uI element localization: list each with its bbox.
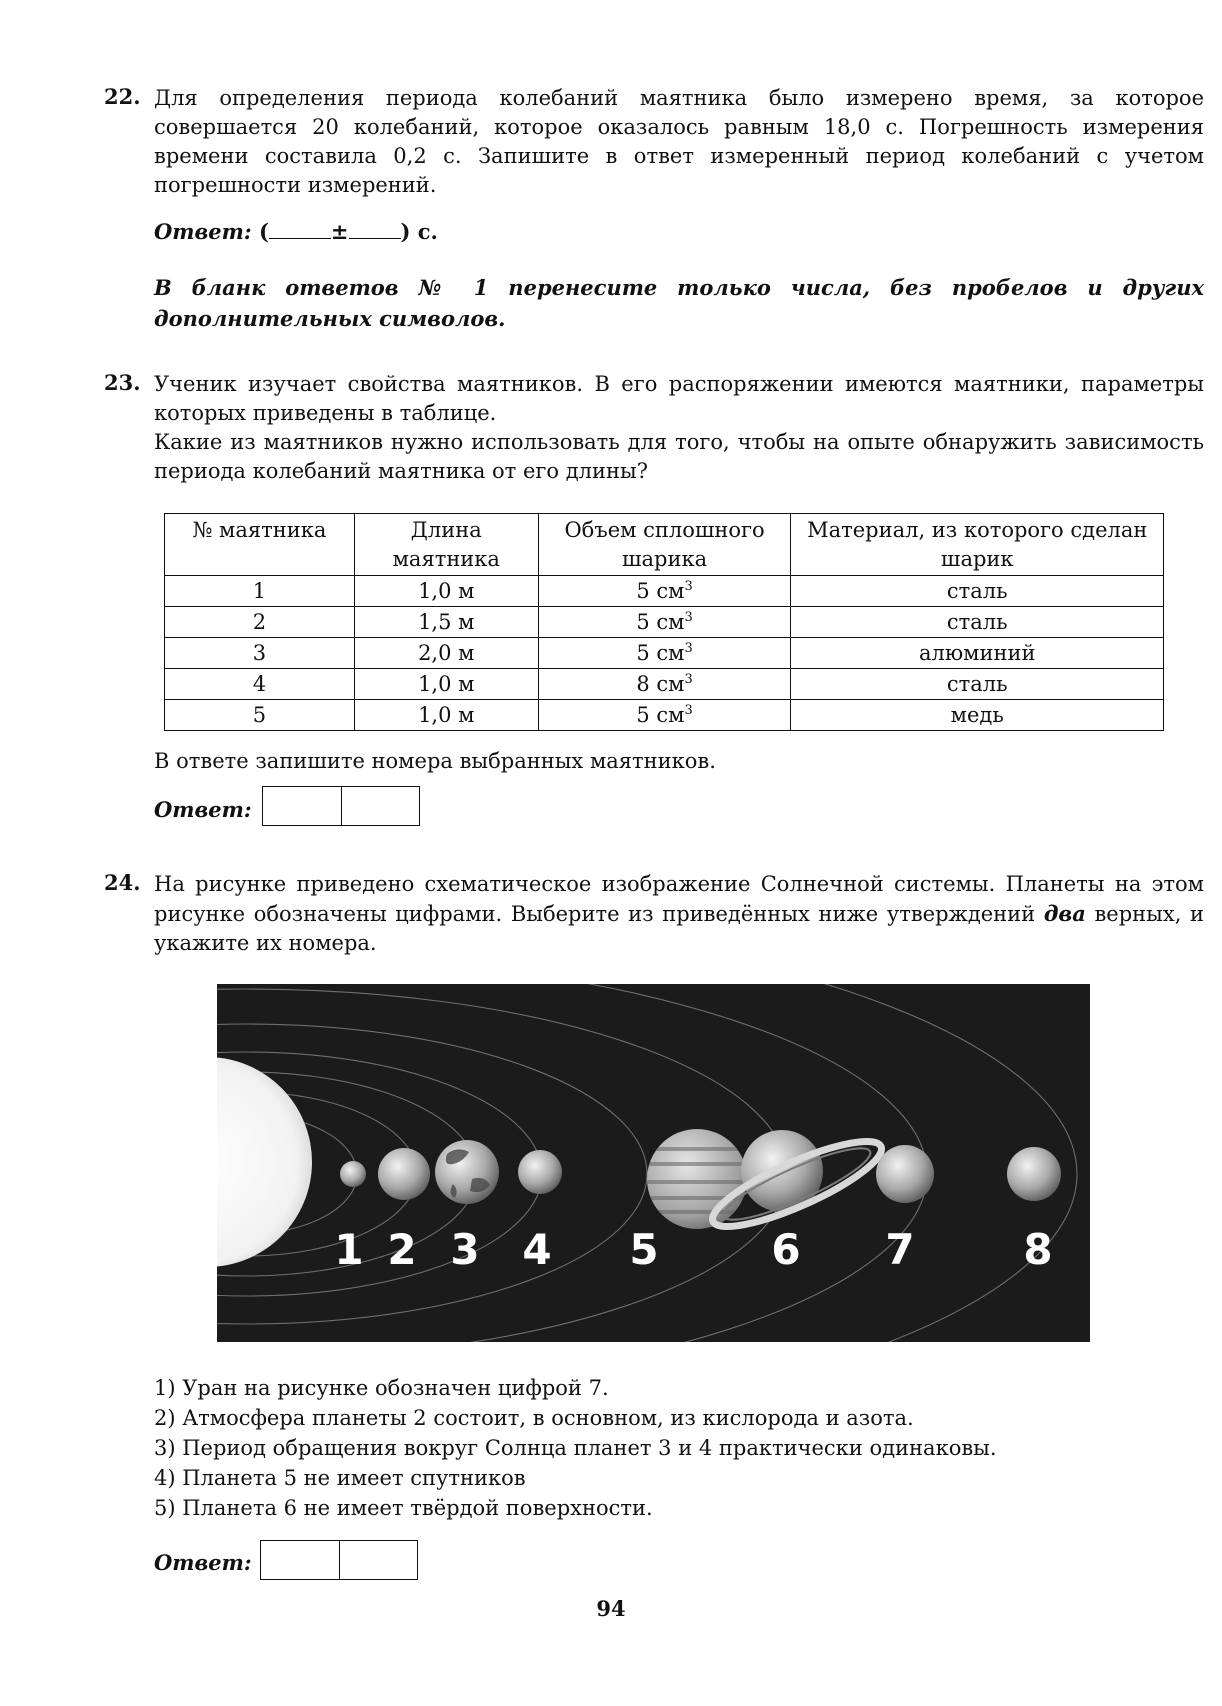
orbit-lines	[217, 984, 1077, 1342]
task-number: 24.	[104, 870, 141, 895]
volume-exponent: 3	[684, 640, 693, 656]
answer-label-23: Ответ:	[154, 797, 252, 822]
task-text	[154, 870, 1204, 958]
statement-item: 5) Планета 6 не имеет твёрдой поверхности.	[154, 1496, 653, 1520]
answer-instruction: В ответе запишите номера выбранных маятников.	[154, 749, 716, 773]
table-row	[165, 607, 1164, 638]
cell-number: 2	[165, 607, 355, 638]
answer-blank-value[interactable]	[269, 219, 331, 239]
statement-item: 2) Атмосфера планеты 2 состоит, в основном, из кислорода и азота.	[154, 1406, 914, 1430]
cell-volume	[538, 576, 791, 607]
planet-3	[435, 1140, 499, 1204]
cell-material: сталь	[791, 576, 1164, 607]
answer-box-24	[260, 1540, 418, 1580]
answer-cell[interactable]	[341, 787, 419, 825]
cell-length: 1,5 м	[354, 607, 538, 638]
solar-system-illustration	[217, 984, 1090, 1342]
volume-value: 5 см	[636, 702, 685, 727]
planet-label: 8	[1023, 1225, 1053, 1274]
task-text-2: Какие из маятников нужно использовать для того, чтобы на опыте обнаружить зависимость периода колебаний маятника от его длины?	[154, 430, 1204, 483]
planet-label: 3	[450, 1225, 480, 1274]
cell-material: алюминий	[791, 638, 1164, 669]
answer-note: В бланк ответов № 1 перенесите только числа, без пробелов и других дополнительных символов.	[154, 275, 1204, 331]
statement-item: 1) Уран на рисунке обозначен цифрой 7.	[154, 1376, 609, 1400]
table-row	[165, 576, 1164, 607]
volume-value: 5 см	[636, 609, 685, 634]
header-volume: Объем сплошного шарика	[538, 514, 791, 576]
volume-exponent: 3	[684, 609, 693, 625]
planet-8	[1007, 1147, 1061, 1201]
pendulum-table	[164, 513, 1164, 731]
volume-value: 5 см	[636, 578, 685, 603]
task-text-1: Ученик изучает свойства маятников. В его распоряжении имеются маятники, параметры которых приведены в таблице.	[154, 372, 1204, 425]
planet-label: 2	[387, 1225, 417, 1274]
answer-box-23	[262, 786, 420, 826]
cell-length: 1,0 м	[354, 700, 538, 731]
solar-system-figure	[217, 984, 1090, 1342]
task-number: 23.	[104, 370, 141, 395]
answer-label-24: Ответ:	[154, 1550, 252, 1575]
planet-label: 4	[522, 1225, 552, 1274]
paren-close-unit: ) с.	[400, 219, 438, 244]
cell-material: сталь	[791, 607, 1164, 638]
plus-minus-sign: ±	[330, 219, 349, 244]
answer-cell[interactable]	[263, 787, 341, 825]
cell-number: 1	[165, 576, 355, 607]
statement-list	[154, 1373, 997, 1523]
header-length: Длина маятника	[354, 514, 538, 576]
planet-label: 1	[334, 1225, 364, 1274]
statement-item: 3) Период обращения вокруг Солнца планет 3 и 4 практически одинаковы.	[154, 1436, 997, 1460]
task-text-start: На рисунке приведено схематическое изображение Солнечной системы. Планеты на этом рисунке обозначены цифрами. Выберите из приведённых ниже утверждений	[154, 872, 1204, 926]
task-text: Для определения периода колебаний маятника было измерено время, за которое совершается 20 колебаний, которое оказалось равным 18,0 с. Погрешность измерения времени составила 0,2 с. Запишите в ответ измеренный период колебаний с учетом погрешности измерений.	[154, 86, 1204, 197]
cell-material: медь	[791, 700, 1164, 731]
answer-cell[interactable]	[261, 1541, 339, 1579]
cell-number: 4	[165, 669, 355, 700]
cell-length: 1,0 м	[354, 669, 538, 700]
planet-5	[637, 1129, 757, 1229]
table-row	[165, 700, 1164, 731]
planet-label: 6	[771, 1225, 801, 1274]
table-row	[165, 669, 1164, 700]
task-text-end: верных, и укажите их номера.	[154, 902, 1204, 955]
page-number: 94	[596, 1596, 626, 1621]
header-number: № маятника	[165, 514, 355, 576]
cell-length: 2,0 м	[354, 638, 538, 669]
statement-item: 4) Планета 5 не имеет спутников	[154, 1466, 526, 1490]
planet-2	[378, 1148, 430, 1200]
table-row	[165, 638, 1164, 669]
task-23	[104, 370, 1204, 486]
planet-label: 7	[885, 1225, 915, 1274]
planet-4	[518, 1150, 562, 1194]
planet-7	[876, 1145, 934, 1203]
task-text-emphasis: два	[1043, 901, 1086, 926]
task-number: 22.	[104, 84, 141, 109]
planet-label: 5	[629, 1225, 659, 1274]
cell-volume	[538, 700, 791, 731]
cell-volume	[538, 638, 791, 669]
volume-value: 8 см	[636, 671, 685, 696]
task-24	[104, 870, 1204, 958]
answer-label: Ответ:	[154, 219, 252, 244]
task-22	[104, 84, 1204, 200]
cell-material: сталь	[791, 669, 1164, 700]
answer-line-22	[154, 219, 438, 244]
volume-exponent: 3	[684, 671, 693, 687]
table-header-row	[165, 514, 1164, 576]
cell-volume	[538, 607, 791, 638]
cell-number: 5	[165, 700, 355, 731]
volume-value: 5 см	[636, 640, 685, 665]
sun	[217, 1057, 312, 1267]
volume-exponent: 3	[684, 578, 693, 594]
paren-open: (	[258, 219, 269, 244]
planet-1	[340, 1161, 366, 1187]
volume-exponent: 3	[684, 702, 693, 718]
cell-number: 3	[165, 638, 355, 669]
answer-blank-error[interactable]	[349, 219, 401, 239]
answer-cell[interactable]	[339, 1541, 417, 1579]
header-material: Материал, из которого сделан шарик	[791, 514, 1164, 576]
cell-length: 1,0 м	[354, 576, 538, 607]
cell-volume	[538, 669, 791, 700]
